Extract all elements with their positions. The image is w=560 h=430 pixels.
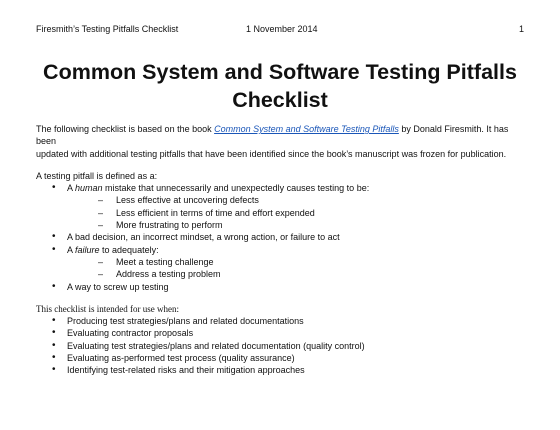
title-line-2: Checklist	[232, 88, 328, 112]
list-item: • Evaluating test strategies/plans and related documentation (quality control)	[36, 340, 530, 352]
list-item: • A human mistake that unnecessarily and unexpectedly causes testing to be: – Less effective at uncovering defects – Less efficient in terms of time and effort expended – More frustrating to perform	[36, 182, 530, 231]
book-link[interactable]: Common System and Software Testing Pitfalls	[214, 124, 399, 134]
intro-line1-suffix: by Donald Firesmith. It has been	[36, 124, 509, 147]
list-item: • A failure to adequately: – Meet a testing challenge – Address a testing problem	[36, 244, 530, 281]
emphasis-failure: failure	[75, 244, 100, 255]
sub-list-item: – More frustrating to perform	[67, 219, 530, 231]
usage-list	[36, 315, 530, 376]
definition-list	[36, 182, 530, 293]
header-document-title: Firesmith’s Testing Pitfalls Checklist	[36, 24, 179, 34]
sub-list-item: – Less effective at uncovering defects	[67, 194, 530, 206]
sub-list-item: – Less efficient in terms of time and effort expended	[67, 207, 530, 219]
document-body	[36, 123, 530, 377]
page-title	[30, 58, 530, 114]
page-header	[36, 24, 524, 38]
list-item: • Producing test strategies/plans and related documentations	[36, 315, 530, 327]
list-item: • Evaluating contractor proposals	[36, 327, 530, 339]
list-item: • Evaluating as-performed test process (quality assurance)	[36, 352, 530, 364]
sub-list	[67, 194, 530, 231]
list-item: • Identifying test-related risks and their mitigation approaches	[36, 364, 530, 376]
intro-prefix: The following checklist is based on the book	[36, 124, 215, 134]
definition-lead: A testing pitfall is defined as a:	[36, 170, 158, 181]
usage-lead: This checklist is intended for use when:	[36, 303, 179, 314]
intro-paragraph	[36, 123, 530, 160]
list-item: • A way to screw up testing	[36, 281, 530, 293]
header-page-number: 1	[518, 24, 524, 34]
sub-list-item: – Address a testing problem	[67, 268, 530, 280]
header-date: 1 November 2014	[246, 24, 318, 34]
emphasis-human: human	[75, 183, 103, 194]
sub-list-item: – Meet a testing challenge	[67, 256, 530, 268]
intro-line2: updated with additional testing pitfalls that have been identified since the book’s manuscript was frozen for publication.	[36, 148, 507, 159]
sub-list	[67, 256, 530, 281]
list-item: • A bad decision, an incorrect mindset, a wrong action, or failure to act	[36, 231, 530, 243]
title-line-1: Common System and Software Testing Pitfalls	[43, 60, 517, 84]
